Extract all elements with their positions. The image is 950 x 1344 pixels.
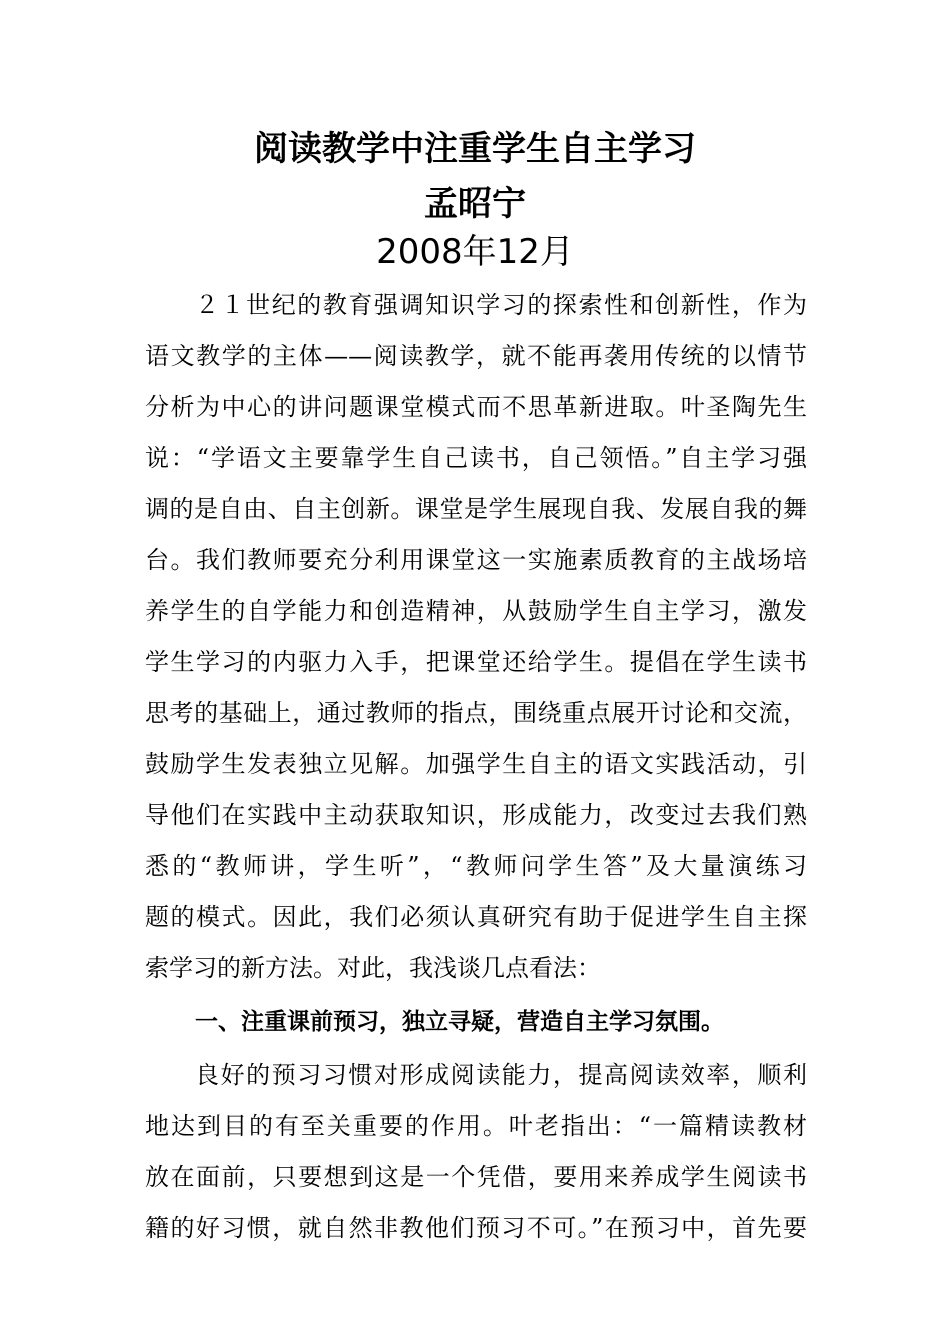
paragraph-line: 语文教学的主体——阅读教学，就不能再袭用传统的以情节 <box>145 342 807 370</box>
paragraph-line: 鼓励学生发表独立见解。加强学生自主的语文实践活动，引 <box>145 750 807 778</box>
paragraph-line: 良好的预习习惯对形成阅读能力，提高阅读效率，顺利 <box>195 1061 807 1089</box>
paragraph-line: 悉的“教师讲，学生听”，“教师问学生答”及大量演练习 <box>145 852 807 880</box>
paragraph-line: 地达到目的有至关重要的作用。叶老指出：“一篇精读教材 <box>145 1112 807 1140</box>
paragraph-line: 放在面前，只要想到这是一个凭借，要用来养成学生阅读书 <box>145 1163 807 1191</box>
paragraph-line: 题的模式。因此，我们必须认真研究有助于促进学生自主探 <box>145 903 807 931</box>
paragraph-intro <box>145 280 807 994</box>
paragraph-line: 导他们在实践中主动获取知识，形成能力，改变过去我们熟 <box>145 801 807 829</box>
paragraph-line: 养学生的自学能力和创造精神，从鼓励学生自主学习，激发 <box>145 597 807 625</box>
paragraph-line: 索学习的新方法。对此，我浅谈几点看法： <box>145 954 601 982</box>
paragraph-line: 分析为中心的讲问题课堂模式而不思革新进取。叶圣陶先生 <box>145 393 807 421</box>
paragraph-line: 思考的基础上，通过教师的指点，围绕重点展开讨论和交流， <box>145 699 807 727</box>
paragraph-line: 调的是自由、自主创新。课堂是学生展现自我、发展自我的舞 <box>145 495 807 523</box>
section-heading-1: 一、注重课前预习，独立寻疑，营造自主学习氛围。 <box>195 1009 724 1035</box>
paragraph-preview <box>145 1050 807 1254</box>
document-title: 阅读教学中注重学生自主学习 <box>254 129 696 169</box>
paragraph-line: 说：“学语文主要靠学生自己读书，自己领悟。”自主学习强 <box>145 444 807 472</box>
paragraph-line: 台。我们教师要充分利用课堂这一实施素质教育的主战场培 <box>145 546 807 574</box>
document-author: 孟昭宁 <box>424 184 526 224</box>
paragraph-line: 籍的好习惯，就自然非教他们预习不可。”在预习中，首先要 <box>145 1214 807 1242</box>
paragraph-line: 学生学习的内驱力入手，把课堂还给学生。提倡在学生读书 <box>145 648 807 676</box>
paragraph-line: ２１世纪的教育强调知识学习的探索性和创新性，作为 <box>195 291 807 319</box>
document-body <box>145 280 807 1254</box>
document-date: 2008年12月 <box>376 232 574 272</box>
